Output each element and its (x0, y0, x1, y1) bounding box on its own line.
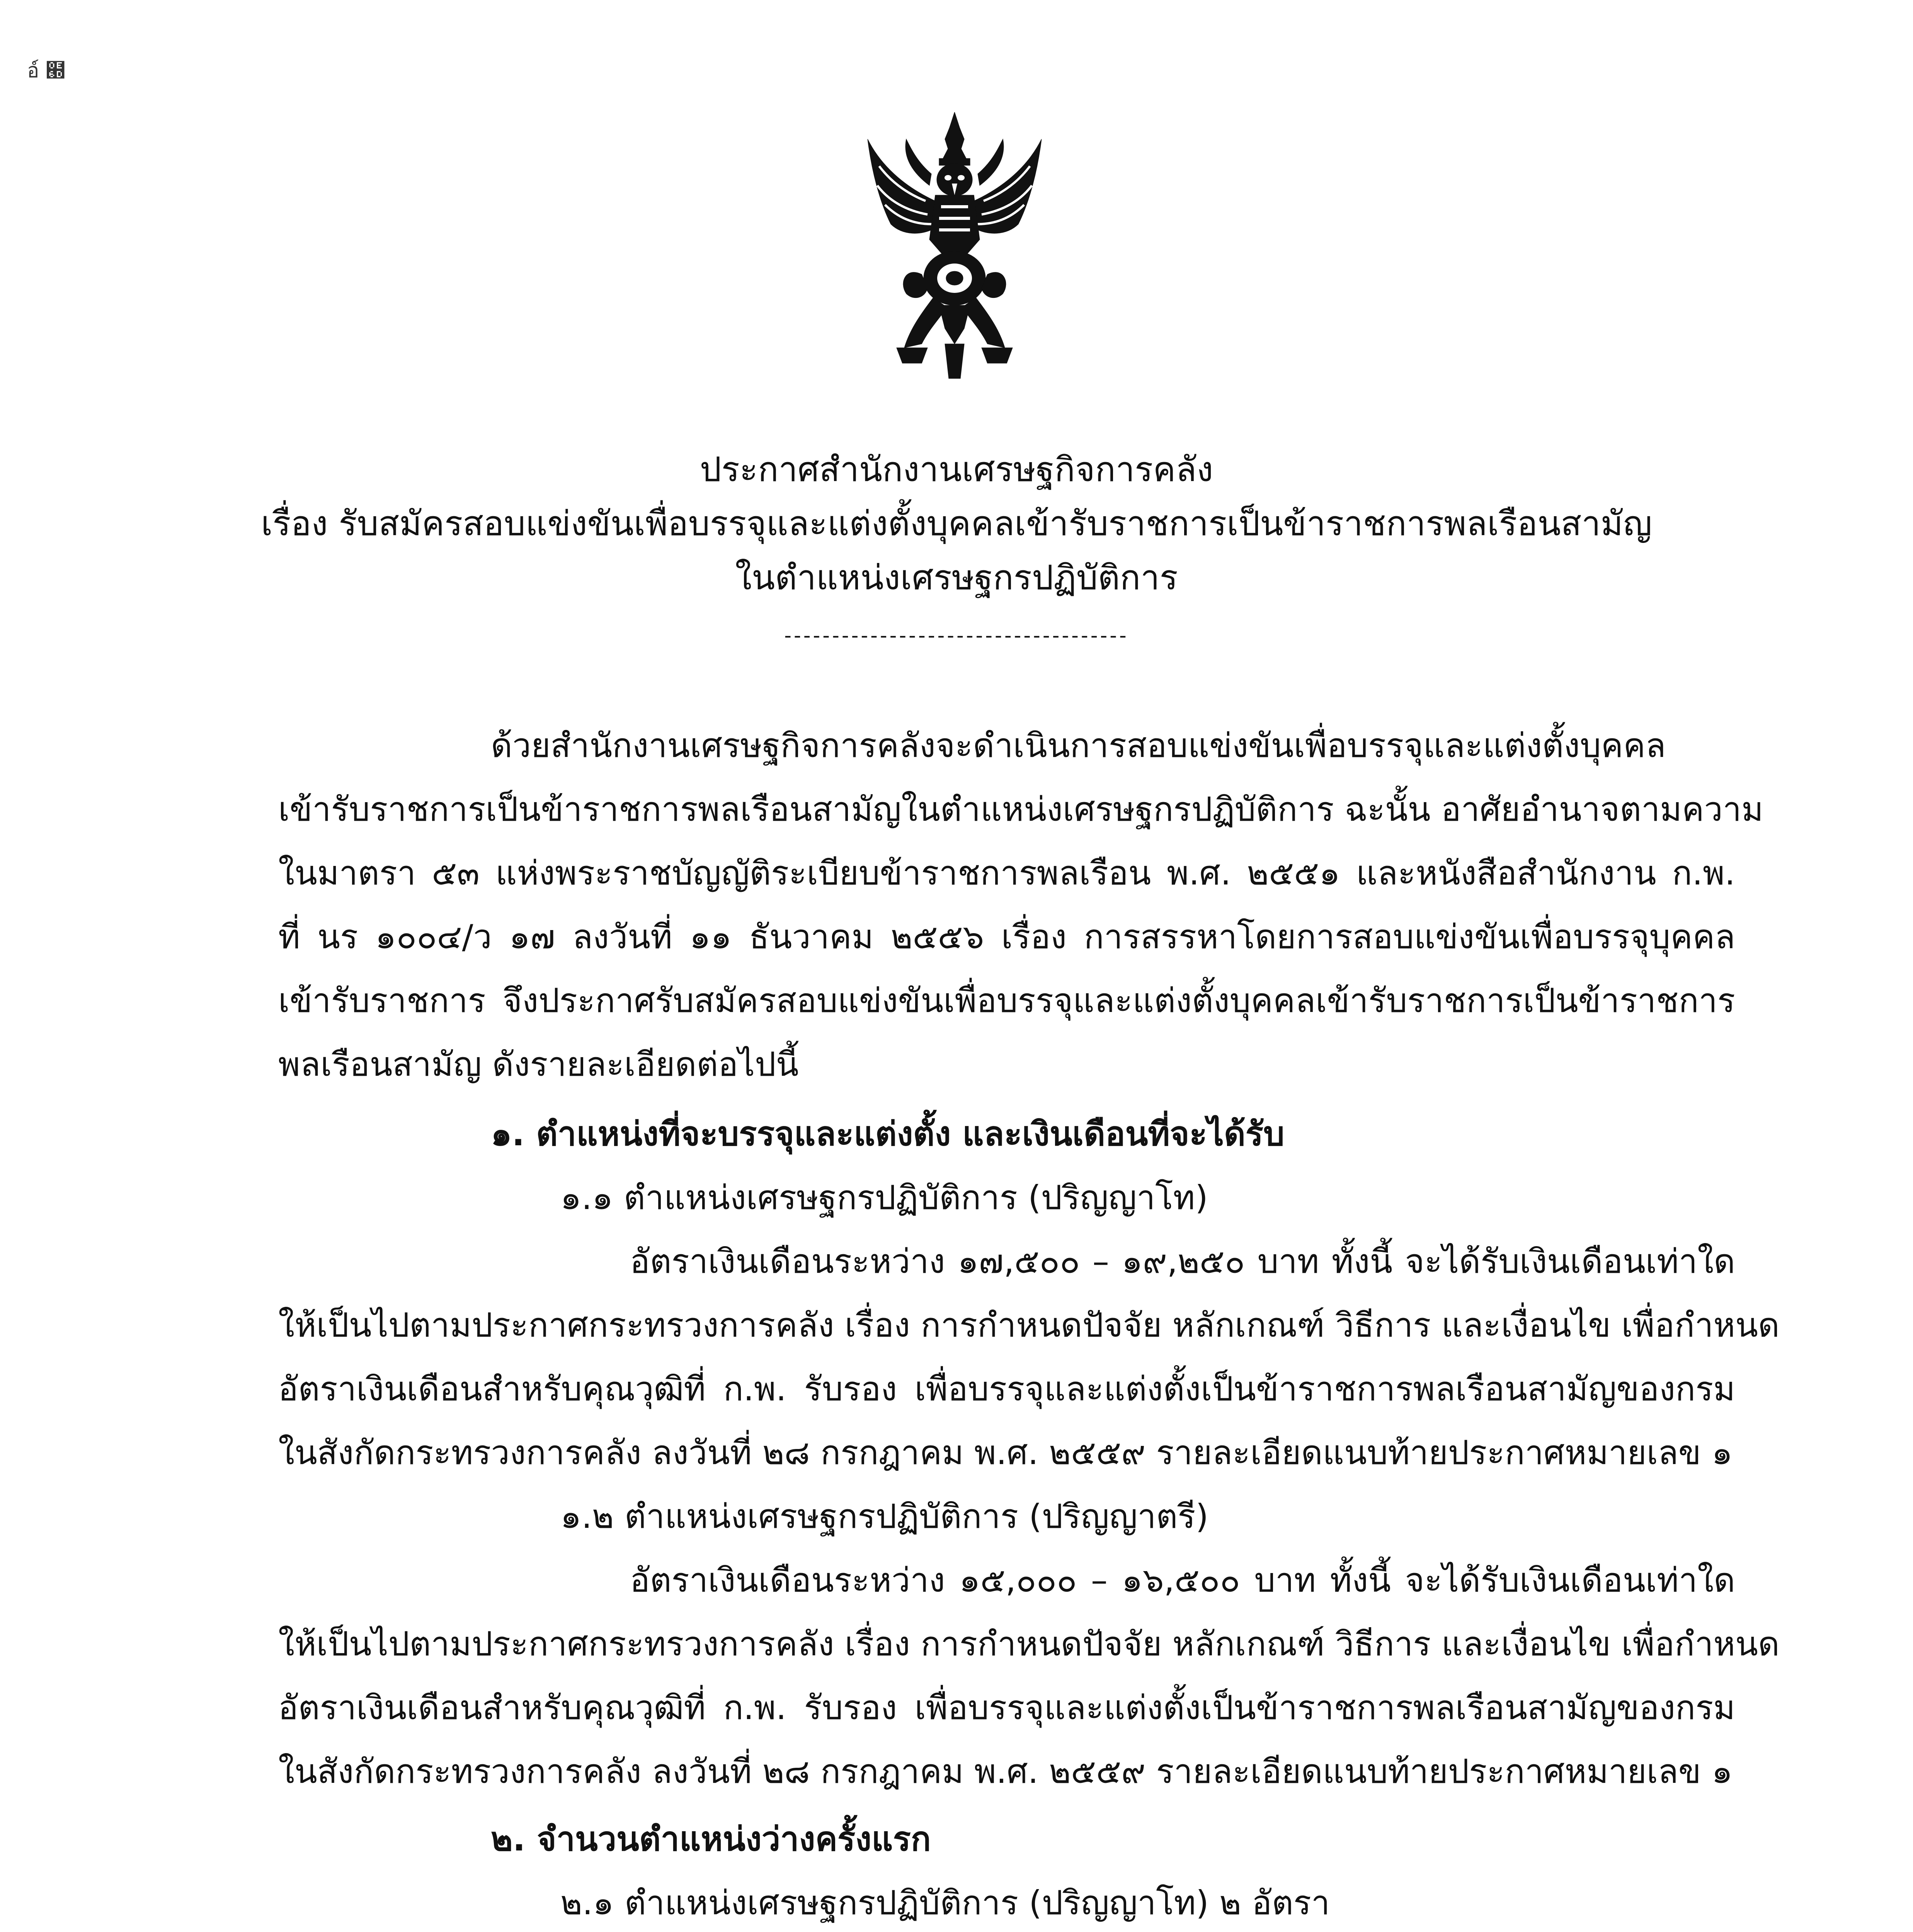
item-1-1-line: อัตราเงินเดือนสำหรับคุณวุฒิที่ ก.พ. รับรอง เพื่อบรรจุและแต่งตั้งเป็นข้าราชการพลเรือนสามัญของกรม (278, 1370, 1735, 1408)
intro-line: เข้ารับราชการเป็นข้าราชการพลเรือนสามัญในตำแหน่งเศรษฐกรปฏิบัติการ ฉะนั้น อาศัยอำนาจตามความ (278, 790, 1763, 829)
header-divider: ------------------------------------ (784, 624, 1129, 647)
vacancy-item: ๒.๑ ตำแหน่งเศรษฐกรปฏิบัติการ (ปริญญาโท) ๒ อัตรา (560, 1884, 1330, 1922)
item-1-2-line: ในสังกัดกระทรวงการคลัง ลงวันที่ ๒๘ กรกฎาคม พ.ศ. ๒๕๕๙ รายละเอียดแนบท้ายประกาศหมายเลข ๑ (278, 1752, 1733, 1791)
item-1-1-line: ในสังกัดกระทรวงการคลัง ลงวันที่ ๒๘ กรกฎาคม พ.ศ. ๒๕๕๙ รายละเอียดแนบท้ายประกาศหมายเลข ๑ (278, 1434, 1733, 1472)
subject-line-2: ในตำแหน่งเศรษฐกรปฏิบัติการ (735, 558, 1178, 597)
item-1-1-line: ให้เป็นไปตามประกาศกระทรวงการคลัง เรื่อง การกำหนดปัจจัย หลักเกณฑ์ วิธีการ และเงื่อนไข เพื่อกำหนด (278, 1306, 1780, 1345)
item-1-2-line: อัตราเงินเดือนระหว่าง ๑๕,๐๐๐ – ๑๖,๕๐๐ บาท ทั้งนี้ จะได้รับเงินเดือนเท่าใด (630, 1561, 1735, 1600)
item-1-1-line: อัตราเงินเดือนระหว่าง ๑๗,๕๐๐ – ๑๙,๒๕๐ บาท ทั้งนี้ จะได้รับเงินเดือนเท่าใด (630, 1242, 1735, 1281)
item-1-2-title: ๑.๒ ตำแหน่งเศรษฐกรปฏิบัติการ (ปริญญาตรี) (560, 1497, 1208, 1536)
intro-line: เข้ารับราชการ จึงประกาศรับสมัครสอบแข่งขันเพื่อบรรจุและแต่งตั้งบุคคลเข้ารับราชการเป็นข้าราชการ (278, 981, 1735, 1020)
intro-line: ด้วยสำนักงานเศรษฐกิจการคลังจะดำเนินการสอบแข่งขันเพื่อบรรจุและแต่งตั้งบุคคล (491, 726, 1666, 765)
item-1-1-title: ๑.๑ ตำแหน่งเศรษฐกรปฏิบัติการ (ปริญญาโท) (560, 1179, 1208, 1217)
section-1-heading: ๑. ตำแหน่งที่จะบรรจุและแต่งตั้ง และเงินเดือนที่จะได้รับ (491, 1115, 1285, 1153)
scan-specks: อ์ ๭ (27, 59, 66, 82)
item-1-2-line: อัตราเงินเดือนสำหรับคุณวุฒิที่ ก.พ. รับรอง เพื่อบรรจุและแต่งตั้งเป็นข้าราชการพลเรือนสามัญของกรม (278, 1689, 1735, 1727)
intro-line: ที่ นร ๑๐๐๔/ว ๑๗ ลงวันที่ ๑๑ ธันวาคม ๒๕๕๖ เรื่อง การสรรหาโดยการสอบแข่งขันเพื่อบรรจุบุคคล (278, 918, 1735, 956)
intro-line: พลเรือนสามัญ ดังรายละเอียดต่อไปนี้ (278, 1045, 799, 1084)
subject-line-1: เรื่อง รับสมัครสอบแข่งขันเพื่อบรรจุและแต่งตั้งบุคคลเข้ารับราชการเป็นข้าราชการพลเรือนสามัญ (261, 503, 1652, 543)
item-1-2-line: ให้เป็นไปตามประกาศกระทรวงการคลัง เรื่อง การกำหนดปัจจัย หลักเกณฑ์ วิธีการ และเงื่อนไข เพื่อกำหนด (278, 1625, 1780, 1663)
announcement-title: ประกาศสำนักงานเศรษฐกิจการคลัง (700, 449, 1213, 489)
section-2-heading: ๒. จำนวนตำแหน่งว่างครั้งแรก (491, 1820, 931, 1859)
garuda-emblem-icon (864, 112, 1045, 379)
intro-line: ในมาตรา ๕๓ แห่งพระราชบัญญัติระเบียบข้าราชการพลเรือน พ.ศ. ๒๕๕๑ และหนังสือสำนักงาน ก.พ. (278, 854, 1735, 893)
